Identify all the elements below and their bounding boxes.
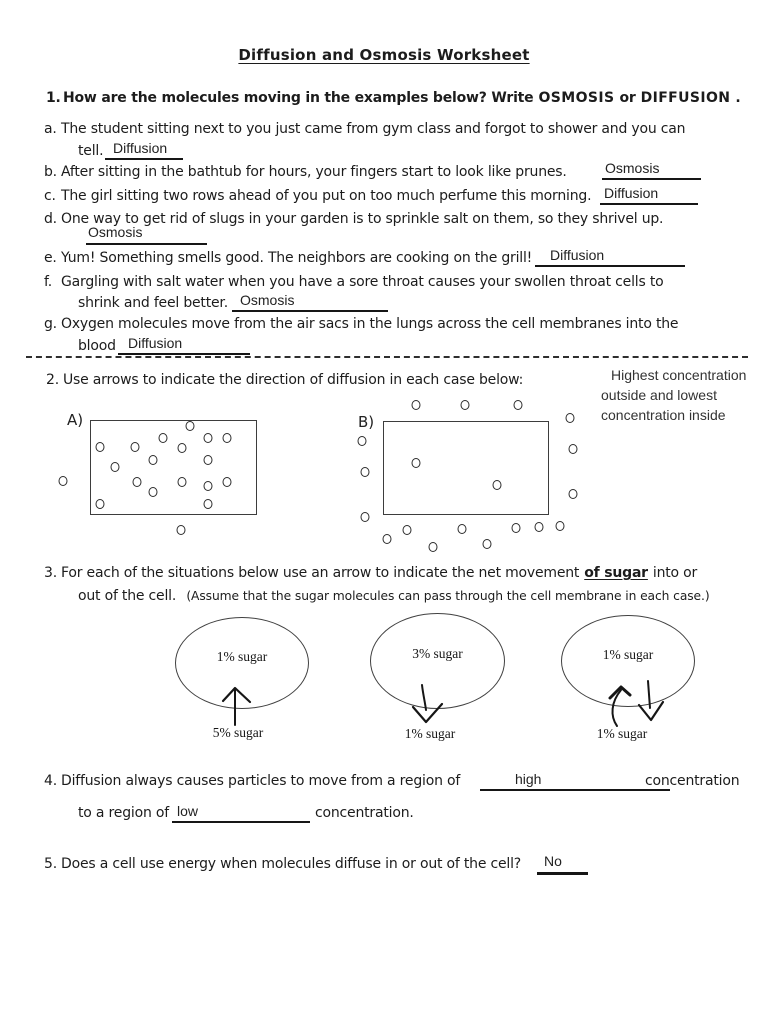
molecule-circle (204, 481, 213, 491)
q3-text-post: into or (652, 565, 698, 581)
q1-number: 1. (46, 90, 61, 106)
q5-text: Does a cell use energy when molecules diffuse in or out of the cell? (61, 856, 522, 872)
diagram-a-label: A) (67, 411, 84, 429)
molecule-circle (493, 480, 502, 490)
diagram-a-canvas (55, 410, 267, 542)
q1-conjunction: or (619, 90, 636, 106)
q1-item-e-text: Yum! Something smells good. The neighbors are cooking on the grill! (61, 250, 533, 266)
worksheet-title: Diffusion and Osmosis Worksheet (238, 46, 530, 64)
cell-2-inside-label: 3% sugar (412, 645, 463, 661)
q4-text-pre: Diffusion always causes particles to move from a region of (61, 773, 461, 789)
q3-number: 3. (44, 565, 57, 581)
diagram-b (350, 393, 590, 558)
molecule-circle (461, 400, 470, 410)
cell-1-outside-label: 5% sugar (212, 725, 264, 740)
molecule-circle (458, 524, 467, 534)
molecule-circle (556, 521, 565, 531)
question-3-line1 (44, 565, 697, 582)
q5-number: 5. (44, 856, 57, 872)
molecule-circle (412, 458, 421, 468)
molecule-circle (59, 476, 68, 486)
molecule-circle (566, 413, 575, 423)
question-5-prompt (44, 856, 521, 873)
q1-item-f-line1 (44, 274, 663, 291)
molecule-circle (223, 477, 232, 487)
diagram-b-label: B) (358, 413, 375, 431)
q1-item-b-answer: Osmosis (602, 160, 701, 180)
q1-item-f-letter: f. (44, 274, 52, 290)
molecule-circle (358, 436, 367, 446)
q1-item-g-answer: Diffusion (118, 335, 250, 355)
molecule-circle (383, 534, 392, 544)
q4-number: 4. (44, 773, 57, 789)
molecule-circle (177, 525, 186, 535)
q2-note-line2: outside and lowest (601, 387, 717, 403)
q1-item-b-text: After sitting in the bathtub for hours, your fingers start to look like prunes. (61, 164, 567, 180)
molecule-circle (569, 489, 578, 499)
q2-handwritten-note (601, 365, 746, 425)
q1-item-f-line2: shrink and feel better. (78, 295, 228, 311)
molecule-circle (569, 444, 578, 454)
q1-item-d-text: One way to get rid of slugs in your garden is to sprinkle salt on them, so they shrivel up. (61, 211, 664, 227)
molecule-circle (204, 499, 213, 509)
question-4-line2-pre: to a region of (78, 805, 169, 821)
cell-1-inside-label: 1% sugar (216, 648, 268, 664)
arrow-into-cell-icon (213, 683, 257, 727)
molecule-circle (131, 442, 140, 452)
molecule-circle (361, 512, 370, 522)
question-2-prompt (46, 372, 523, 389)
q2-text: Use arrows to indicate the direction of diffusion in each case below: (63, 372, 524, 388)
q1-item-a-letter: a. (44, 121, 57, 137)
q1-item-d-letter: d. (44, 211, 57, 227)
q1-item-g-letter: g. (44, 316, 57, 332)
q3-assumption-note: (Assume that the sugar molecules can pass through the cell membrane in each case.) (186, 589, 710, 603)
q1-term-diffusion: DIFFUSION (640, 90, 731, 106)
q1-item-c-text: The girl sitting two rows ahead of you put on too much perfume this morning. (61, 188, 592, 204)
cell-2-outside-label: 1% sugar (404, 726, 456, 741)
molecule-circle (403, 525, 412, 535)
cell-3-inside-label: 1% sugar (602, 646, 654, 662)
molecule-circle (149, 487, 158, 497)
q4-answer-2: low (172, 803, 310, 823)
q1-item-c-line1 (44, 188, 591, 205)
q1-item-e-letter: e. (44, 250, 57, 266)
q1-item-a-line2: tell. (78, 143, 104, 159)
molecule-circle (429, 542, 438, 552)
q1-period: . (735, 90, 741, 106)
molecule-circle (412, 400, 421, 410)
molecule-circle (204, 433, 213, 443)
q4-answer-1: high (480, 771, 670, 791)
q2-note-line3: concentration inside (601, 407, 726, 423)
arrow-both-directions-icon (597, 678, 671, 728)
molecule-circle (111, 462, 120, 472)
molecule-circle (483, 539, 492, 549)
q3-text-pre: For each of the situations below use an arrow to indicate the net movement (61, 565, 580, 581)
molecule-circle (178, 443, 187, 453)
question-4-line1 (44, 773, 460, 790)
q2-number: 2. (46, 372, 59, 388)
q3-line2-text: out of the cell. (78, 588, 177, 604)
molecule-circle (514, 400, 523, 410)
molecule-circle (535, 522, 544, 532)
molecule-circle (96, 442, 105, 452)
q1-item-c-letter: c. (44, 188, 56, 204)
molecule-circle (159, 433, 168, 443)
molecule-circle (133, 477, 142, 487)
q1-item-g-text: Oxygen molecules move from the air sacs in the lungs across the cell membranes into the (61, 316, 679, 332)
molecule-circle (223, 433, 232, 443)
arrow-out-of-cell-icon (405, 684, 449, 726)
q1-item-g-line2: blood (78, 338, 116, 354)
question-1-prompt (46, 90, 741, 107)
q1-item-e-answer: Diffusion (535, 247, 685, 267)
diagram-a (55, 410, 267, 542)
q1-item-e-line1 (44, 250, 532, 267)
q1-item-d-answer: Osmosis (86, 224, 207, 245)
q1-text: How are the molecules moving in the examples below? Write (63, 90, 534, 106)
q1-item-b-letter: b. (44, 164, 57, 180)
molecule-circle (204, 455, 213, 465)
molecule-circle (361, 467, 370, 477)
molecule-circle (512, 523, 521, 533)
molecule-circle (149, 455, 158, 465)
q4-text-mid: concentration (645, 773, 740, 789)
diagram-b-canvas (350, 393, 590, 558)
q1-item-f-answer: Osmosis (232, 292, 388, 312)
section-divider (26, 356, 748, 358)
molecule-circle (178, 477, 187, 487)
cell-3-outside-label: 1% sugar (596, 726, 648, 741)
q1-item-b-line1 (44, 164, 567, 181)
q1-item-c-answer: Diffusion (600, 185, 698, 205)
q1-item-f-text: Gargling with salt water when you have a sore throat causes your swollen throat cells to (61, 274, 664, 290)
molecule-circle (186, 421, 195, 431)
q5-answer: No (537, 853, 588, 875)
q1-item-a-text: The student sitting next to you just came from gym class and forgot to shower and you can (61, 121, 686, 137)
molecule-circle (96, 499, 105, 509)
q1-item-g-line1 (44, 316, 678, 333)
q1-item-a-answer: Diffusion (105, 140, 183, 160)
q2-note-line1: Highest concentration (611, 367, 747, 383)
q3-of-sugar: of sugar (584, 565, 648, 581)
question-4-line2-post: concentration. (315, 805, 414, 821)
question-3-line2 (78, 588, 710, 605)
q1-item-a-line1 (44, 121, 685, 138)
q1-term-osmosis: OSMOSIS (538, 90, 615, 106)
